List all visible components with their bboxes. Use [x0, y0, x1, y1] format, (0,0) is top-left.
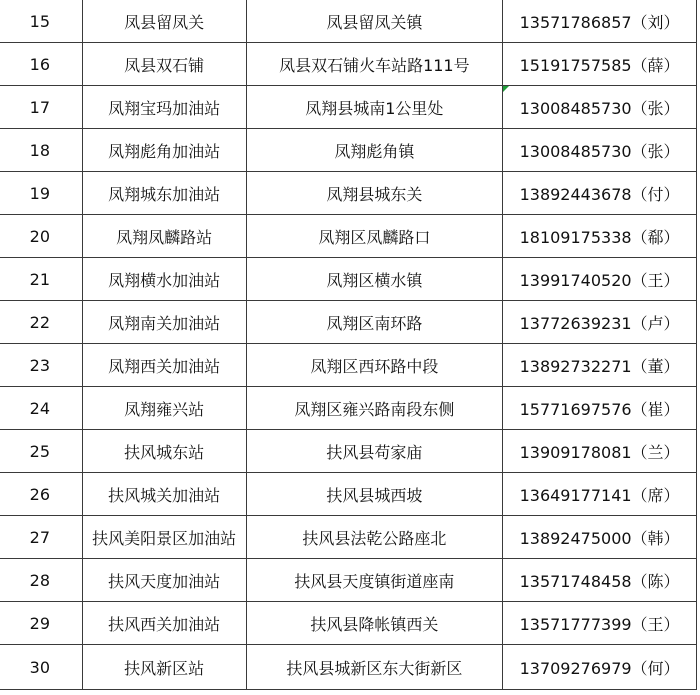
- address-cell[interactable]: 凤翔彪角镇: [246, 129, 503, 172]
- station-name-cell[interactable]: 凤翔横水加油站: [82, 258, 246, 301]
- phone-cell[interactable]: 13008485730（张）: [503, 129, 697, 172]
- row-number-cell[interactable]: 29: [0, 602, 82, 645]
- phone-cell[interactable]: 13892475000（韩）: [503, 516, 697, 559]
- table-row: [0, 86, 697, 129]
- address-cell[interactable]: 凤翔区雍兴路南段东侧: [246, 387, 503, 430]
- table-row: [0, 172, 697, 215]
- address-cell[interactable]: 扶风县城新区东大街新区: [246, 645, 503, 690]
- phone-cell[interactable]: 15771697576（崔）: [503, 387, 697, 430]
- address-cell[interactable]: 凤县双石铺火车站路111号: [246, 43, 503, 86]
- address-cell[interactable]: 扶风县降帐镇西关: [246, 602, 503, 645]
- phone-cell[interactable]: 13772639231（卢）: [503, 301, 697, 344]
- station-name-cell[interactable]: 扶风西关加油站: [82, 602, 246, 645]
- row-number-cell[interactable]: 18: [0, 129, 82, 172]
- address-cell[interactable]: 凤翔区南环路: [246, 301, 503, 344]
- table-row: [0, 301, 697, 344]
- row-number-cell[interactable]: 17: [0, 86, 82, 129]
- table-row: [0, 387, 697, 430]
- table-row: [0, 559, 697, 602]
- station-name-cell[interactable]: 凤翔城东加油站: [82, 172, 246, 215]
- table-row: [0, 430, 697, 473]
- table-row: [0, 0, 697, 43]
- station-name-cell[interactable]: 凤县留凤关: [82, 0, 246, 43]
- row-number-cell[interactable]: 30: [0, 645, 82, 690]
- row-number-cell[interactable]: 22: [0, 301, 82, 344]
- phone-cell[interactable]: 13909178081（兰）: [503, 430, 697, 473]
- station-name-cell[interactable]: 扶风天度加油站: [82, 559, 246, 602]
- phone-cell[interactable]: 13649177141（席）: [503, 473, 697, 516]
- row-number-cell[interactable]: 28: [0, 559, 82, 602]
- address-cell[interactable]: 扶风县法乾公路座北: [246, 516, 503, 559]
- table-row: [0, 258, 697, 301]
- station-name-cell[interactable]: 扶风城东站: [82, 430, 246, 473]
- table-row: [0, 215, 697, 258]
- station-name-cell[interactable]: 凤翔凤麟路站: [82, 215, 246, 258]
- phone-cell[interactable]: 13892732271（董）: [503, 344, 697, 387]
- address-cell[interactable]: 凤翔区横水镇: [246, 258, 503, 301]
- row-number-cell[interactable]: 24: [0, 387, 82, 430]
- phone-cell[interactable]: 13709276979（何）: [503, 645, 697, 690]
- address-cell[interactable]: 凤翔区凤麟路口: [246, 215, 503, 258]
- station-name-cell[interactable]: 扶风美阳景区加油站: [82, 516, 246, 559]
- address-cell[interactable]: 凤翔县城南1公里处: [246, 86, 503, 129]
- station-name-cell[interactable]: 扶风城关加油站: [82, 473, 246, 516]
- address-cell[interactable]: 凤县留凤关镇: [246, 0, 503, 43]
- phone-cell[interactable]: 13991740520（王）: [503, 258, 697, 301]
- table-row: [0, 645, 697, 690]
- phone-cell[interactable]: 15191757585（薛）: [503, 43, 697, 86]
- table-row: [0, 602, 697, 645]
- station-name-cell[interactable]: 凤翔雍兴站: [82, 387, 246, 430]
- row-number-cell[interactable]: 25: [0, 430, 82, 473]
- address-cell[interactable]: 扶风县苟家庙: [246, 430, 503, 473]
- station-name-cell[interactable]: 凤翔彪角加油站: [82, 129, 246, 172]
- row-number-cell[interactable]: 21: [0, 258, 82, 301]
- phone-cell[interactable]: 13571748458（陈）: [503, 559, 697, 602]
- station-name-cell[interactable]: 扶风新区站: [82, 645, 246, 690]
- row-number-cell[interactable]: 15: [0, 0, 82, 43]
- station-name-cell[interactable]: 凤翔宝玛加油站: [82, 86, 246, 129]
- table-row: [0, 129, 697, 172]
- phone-cell[interactable]: 18109175338（郗）: [503, 215, 697, 258]
- row-number-cell[interactable]: 19: [0, 172, 82, 215]
- station-name-cell[interactable]: 凤翔南关加油站: [82, 301, 246, 344]
- row-number-cell[interactable]: 26: [0, 473, 82, 516]
- row-number-cell[interactable]: 16: [0, 43, 82, 86]
- row-number-cell[interactable]: 27: [0, 516, 82, 559]
- address-cell[interactable]: 凤翔县城东关: [246, 172, 503, 215]
- phone-cell[interactable]: 13008485730（张）: [503, 86, 697, 129]
- station-name-cell[interactable]: 凤县双石铺: [82, 43, 246, 86]
- table-row: [0, 344, 697, 387]
- phone-cell[interactable]: 13892443678（付）: [503, 172, 697, 215]
- table-row: [0, 516, 697, 559]
- address-cell[interactable]: 扶风县城西坡: [246, 473, 503, 516]
- address-cell[interactable]: 扶风县天度镇街道座南: [246, 559, 503, 602]
- phone-cell[interactable]: 13571786857（刘）: [503, 0, 697, 43]
- address-cell[interactable]: 凤翔区西环路中段: [246, 344, 503, 387]
- row-number-cell[interactable]: 20: [0, 215, 82, 258]
- table-row: [0, 43, 697, 86]
- table-row: [0, 473, 697, 516]
- row-number-cell[interactable]: 23: [0, 344, 82, 387]
- phone-cell[interactable]: 13571777399（王）: [503, 602, 697, 645]
- station-name-cell[interactable]: 凤翔西关加油站: [82, 344, 246, 387]
